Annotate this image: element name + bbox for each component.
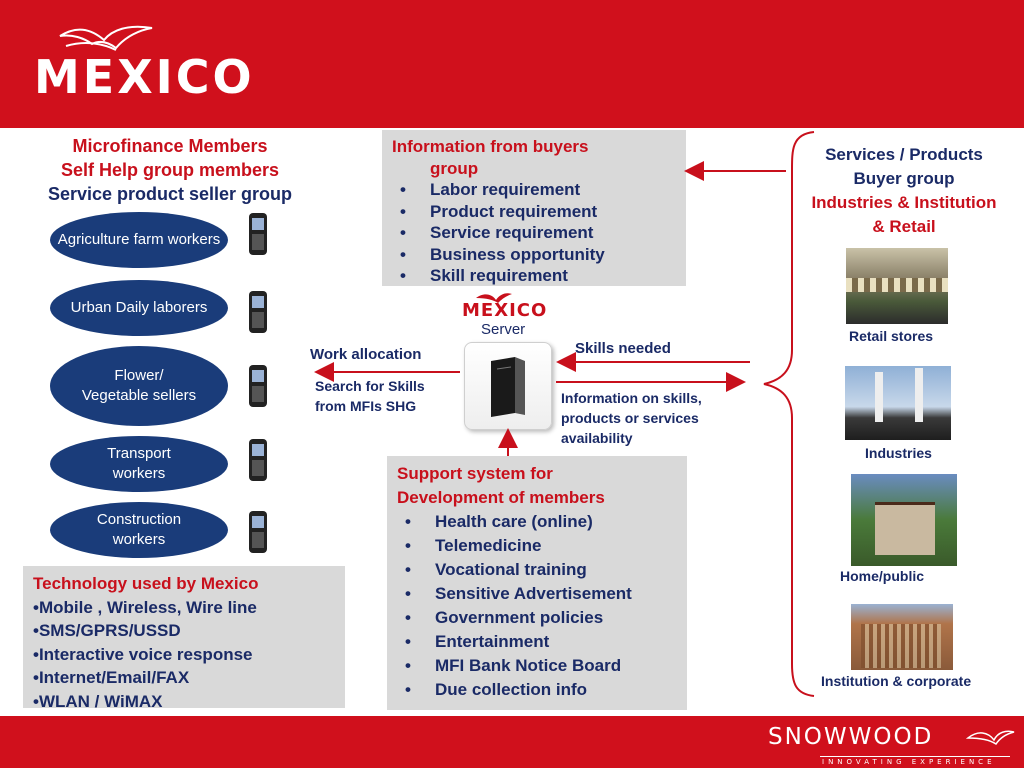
page-title: MEXICO xyxy=(34,50,255,104)
support-item: • Due collection info xyxy=(405,680,588,699)
support-box xyxy=(387,456,687,710)
buyer-group-line1: Services / Products xyxy=(825,145,983,164)
technology-item: •Interactive voice response xyxy=(33,644,253,664)
support-title: Support system for xyxy=(397,464,553,483)
buyers-info-item: • Product requirement xyxy=(400,201,598,221)
buyers-info-item: • Labor requirement xyxy=(400,180,581,199)
group-oval-urban-laborers: Urban Daily laborers xyxy=(50,280,228,336)
industries-photo xyxy=(845,366,951,440)
buyer-group-heading xyxy=(794,143,1014,239)
buyers-info-item: • Skill requirement xyxy=(400,266,568,285)
buyer-group-line4: & Retail xyxy=(872,217,936,236)
group-oval-transport: Transport workers xyxy=(50,436,228,492)
technology-item: •SMS/GPRS/USSD xyxy=(33,621,181,640)
institution-photo xyxy=(851,604,953,670)
footer-tagline: INNOVATING EXPERIENCE xyxy=(822,758,996,766)
buyer-group-line3: Industries & Institution xyxy=(811,193,997,212)
technology-item: •Internet/Email/FAX xyxy=(33,668,190,687)
footer-bird-icon xyxy=(966,728,1016,748)
technology-title: Technology used by Mexico xyxy=(33,574,259,593)
group-oval-construction: Construction workers xyxy=(50,502,228,558)
support-item: • Telemedicine xyxy=(405,536,542,555)
support-item: • Health care (online) xyxy=(405,512,593,531)
buyers-info-item: • Service requirement xyxy=(400,223,594,242)
footer-banner xyxy=(0,716,1024,768)
support-item: • Sensitive Advertisement xyxy=(405,584,632,603)
server-label: Server xyxy=(481,321,526,338)
buyers-info-item: • Business opportunity xyxy=(400,244,605,264)
buyer-group-line2: Buyer group xyxy=(853,169,955,188)
home-photo xyxy=(851,474,957,566)
buyer-label-retail: Retail stores xyxy=(849,328,934,344)
members-heading-line1: Microfinance Members xyxy=(72,136,268,156)
work-allocation-label: Work allocation xyxy=(310,346,422,363)
support-item: • Vocational training xyxy=(405,560,587,579)
support-title-cont: Development of members xyxy=(397,488,605,507)
group-oval-flower-sellers: Flower/ Vegetable sellers xyxy=(50,346,228,426)
members-heading-line3: Service product seller group xyxy=(47,184,293,204)
server-logo-text: MEXICO xyxy=(462,300,548,321)
buyer-label-industries: Industries xyxy=(865,445,932,461)
technology-item: •WLAN / WiMAX xyxy=(33,691,163,711)
retail-store-photo xyxy=(846,248,948,324)
footer-divider xyxy=(820,756,1010,757)
support-item: • Entertainment xyxy=(405,632,550,651)
buyer-label-home: Home/public xyxy=(840,568,925,584)
information-on-skills-label: Information on skills, products or services availability xyxy=(561,390,702,446)
buyers-info-title: Information from buyers xyxy=(392,137,589,156)
footer-brand: SNOWWOOD xyxy=(768,724,934,750)
support-item: • MFI Bank Notice Board xyxy=(405,656,622,675)
buyers-info-title-cont: group xyxy=(430,158,479,178)
support-item: • Government policies xyxy=(405,608,604,627)
members-heading-line2: Self Help group members xyxy=(60,160,280,180)
skills-needed-label: Skills needed xyxy=(575,340,671,357)
search-skills-label: Search for Skills from MFIs SHG xyxy=(315,378,425,414)
group-oval-agriculture: Agriculture farm workers xyxy=(50,212,228,268)
buyer-label-institution: Institution & corporate xyxy=(821,673,972,689)
technology-item: •Mobile , Wireless, Wire line xyxy=(33,597,257,617)
